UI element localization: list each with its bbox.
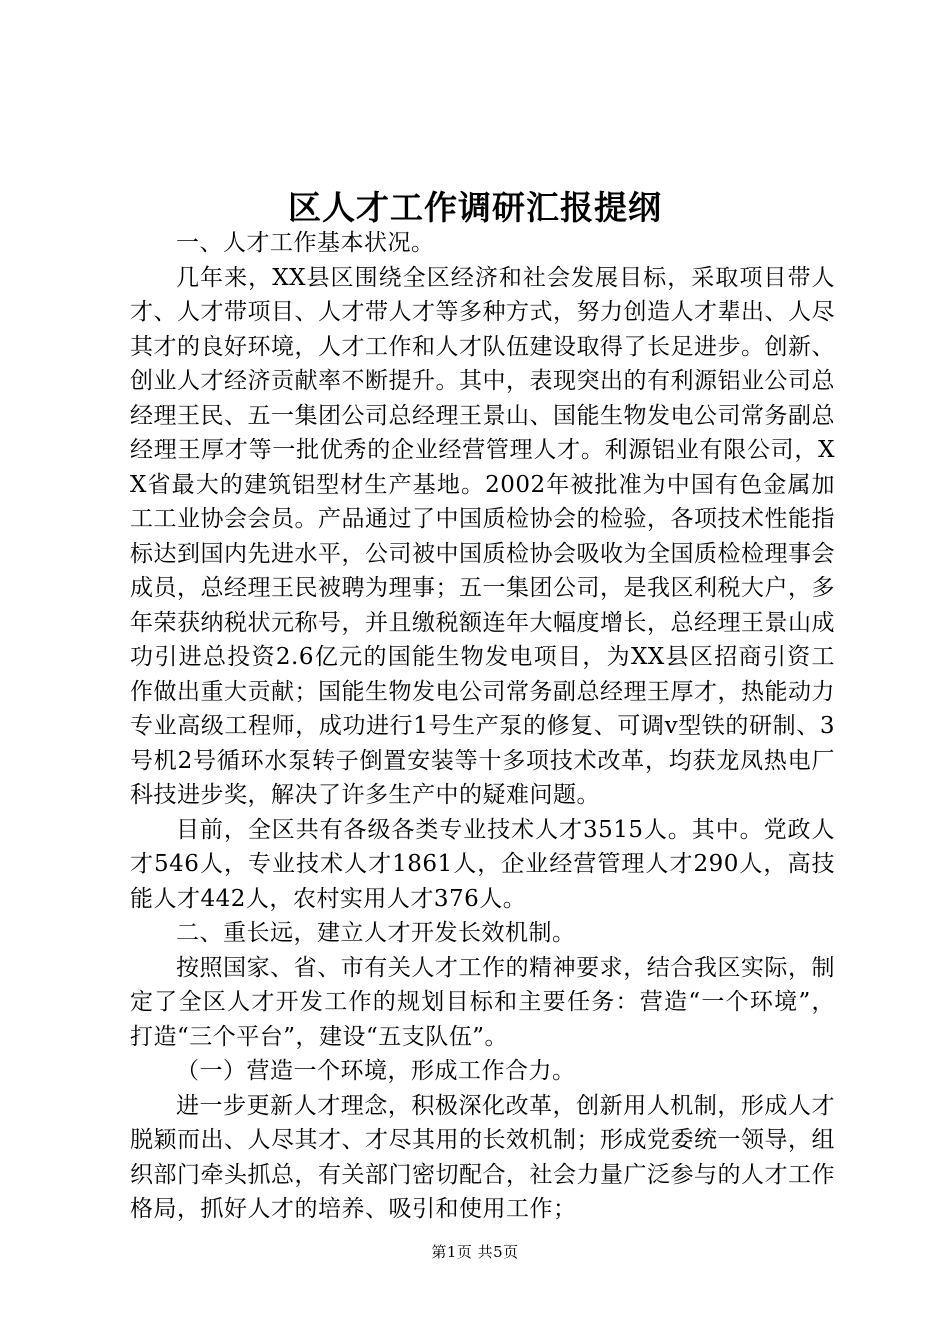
subsection-heading-1: （一）营造一个环境，形成工作合力。 xyxy=(176,1058,576,1084)
paragraph-talent-statistics: 目前，全区共有各级各类专业技术人才3515人。其中。党政人才546人，专业技术人才1861人，企业经营管理人才290人，高技能人才442人，农村实用人才376人。 xyxy=(130,816,835,912)
section-heading-2: 二、重长远，建立人才开发长效机制。 xyxy=(176,920,576,946)
document-body xyxy=(130,226,835,1227)
document-title: 区人才工作调研汇报提纲 xyxy=(288,188,662,227)
paragraph-environment: 进一步更新人才理念，积极深化改革，创新用人机制，形成人才脱颖而出、人尽其才、才尽其用的长效机制；形成党委统一领导，组织部门牵头抓总，有关部门密切配合，社会力量广泛参与的人才工作格局，抓好人才的培养、吸引和使用工作； xyxy=(130,1092,835,1222)
section-heading-1: 一、人才工作基本状况。 xyxy=(176,230,435,256)
paragraph-planning-goals: 按照国家、省、市有关人才工作的精神要求，结合我区实际，制定了全区人才开发工作的规划目标和主要任务：营造“一个环境”，打造“三个平台”，建设“五支队伍”。 xyxy=(130,954,835,1050)
paragraph-achievements: 几年来，XX县区围绕全区经济和社会发展目标，采取项目带人才、人才带项目、人才带人才等多种方式，努力创造人才辈出、人尽其才的良好环境，人才工作和人才队伍建设取得了长足进步。创新、创业人才经济贡献率不断提升。其中，表现突出的有利源铝业公司总经理王民、五一集团公司总经理王景山、国能生物发电公司常务副总经理王厚才等一批优秀的企业经营管理人才。利源铝业有限公司，XX省最大的建筑铝型材生产基地。2002年被批准为中国有色金属加工工业协会会员。产品通过了中国质检协会的检验，各项技术性能指标达到国内先进水平，公司被中国质检协会吸收为全国质检检理事会成员，总经理王民被聘为理事；五一集团公司，是我区利税大户，多年荣获纳税状元称号，并且缴税额连年大幅度增长，总经理王景山成功引进总投资2.6亿元的国能生物发电项目，为XX县区招商引资工作做出重大贡献；国能生物发电公司常务副总经理王厚才，热能动力专业高级工程师，成功进行1号生产泵的修复、可调v型铁的研制、3号机2号循环水泵转子倒置安装等十多项技术改革，均获龙凤热电厂科技进步奖，解决了许多生产中的疑难问题。 xyxy=(130,264,835,808)
page-number-footer: 第1页 共5页 xyxy=(431,1243,519,1261)
